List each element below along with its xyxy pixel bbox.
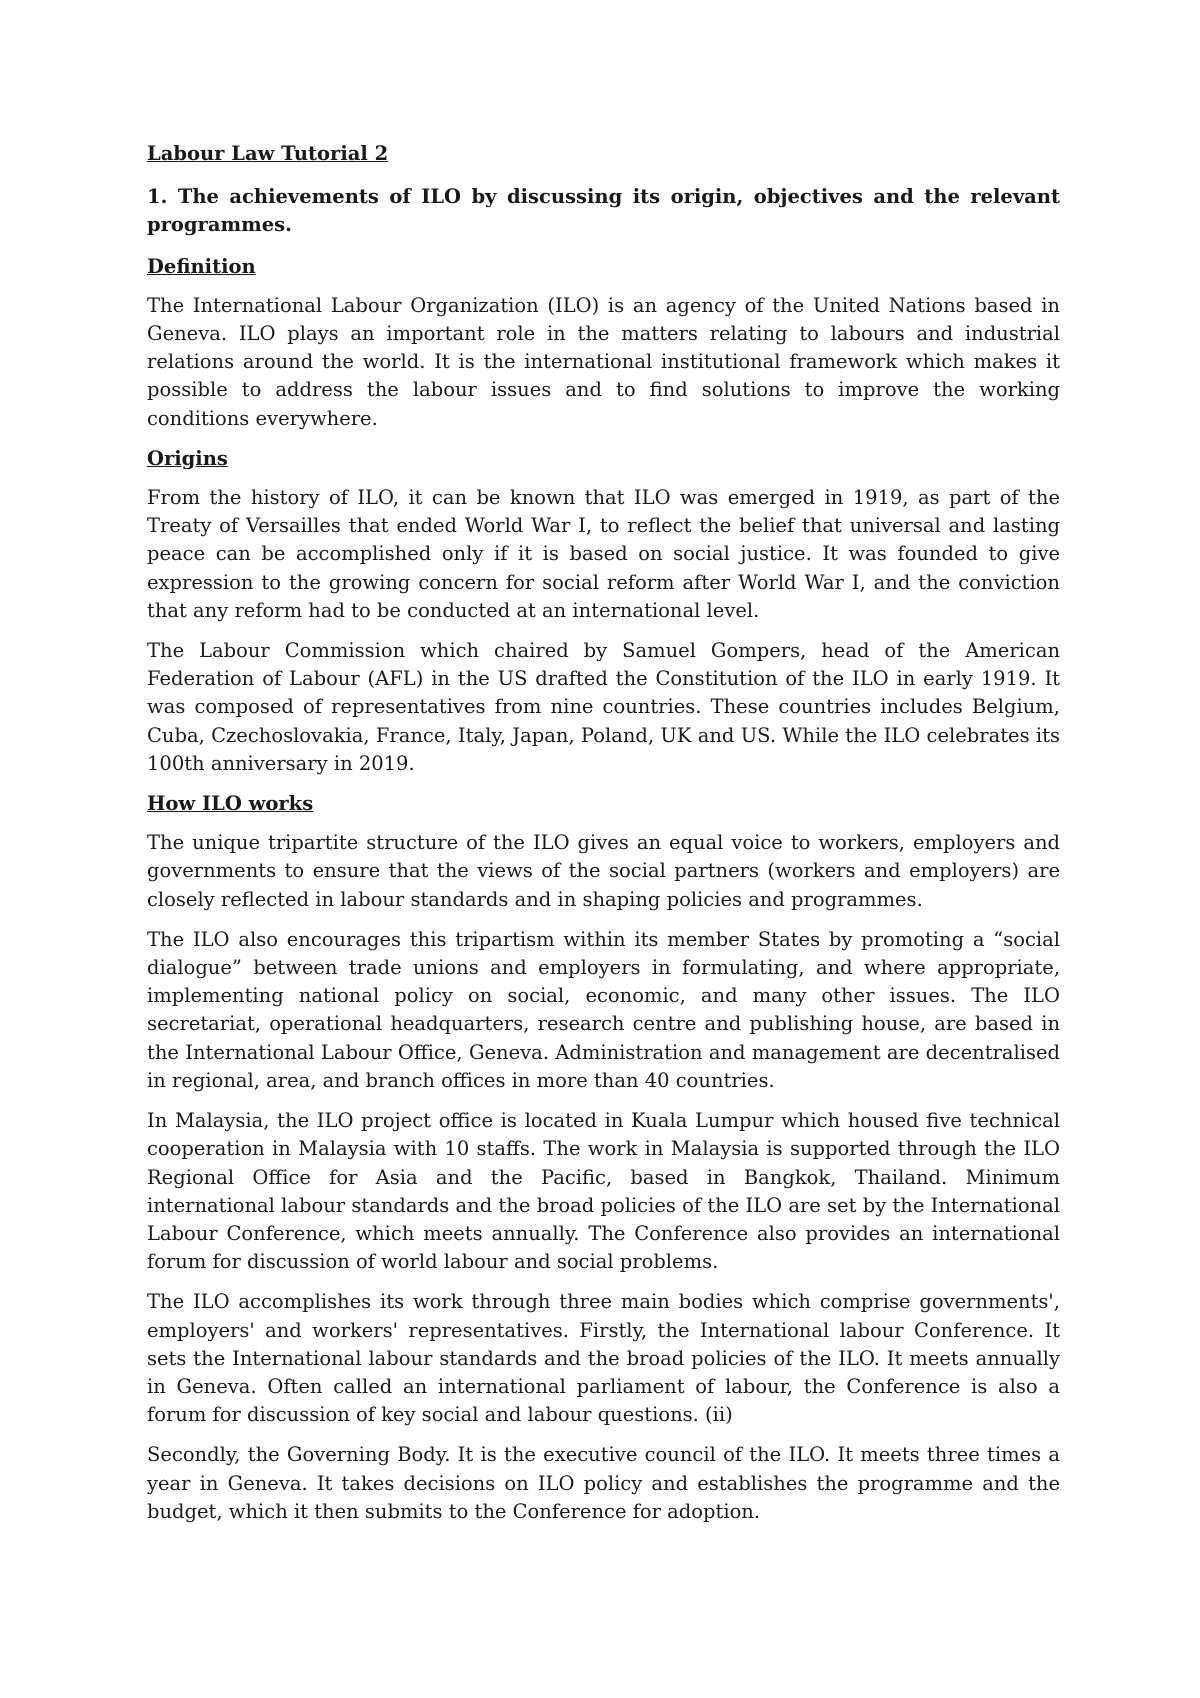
- definition-paragraph: The International Labour Organization (ILO) is an agency of the United Nations based in Geneva. ILO plays an important role in the matters relating to labours and industrial relations around the world. It is the international institutional framework which makes it possible to address the labour issues and to find solutions to improve the working conditions everywhere.: [147, 293, 1060, 430]
- section-heading-definition: Definition: [147, 254, 256, 278]
- section-heading-origins: Origins: [147, 446, 228, 470]
- question-heading: 1. The achievements of ILO by discussing its origin, objectives and the relevant programmes.: [147, 185, 1060, 237]
- how-ilo-works-paragraph-3: In Malaysia, the ILO project office is located in Kuala Lumpur which housed five technical cooperation in Malaysia with 10 staffs. The work in Malaysia is supported through the ILO Regional Office for Asia and the Pacific, based in Bangkok, Thailand. Minimum international labour standards and the broad policies of the ILO are set by the International Labour Conference, which meets annually. The Conference also provides an international forum for discussion of world labour and social problems.: [147, 1109, 1060, 1274]
- how-ilo-works-paragraph-5: Secondly, the Governing Body. It is the executive council of the ILO. It meets three times a year in Geneva. It takes decisions on ILO policy and establishes the programme and the budget, which it then submits to the Conference for adoption.: [147, 1443, 1060, 1523]
- document-title: Labour Law Tutorial 2: [147, 142, 389, 165]
- how-ilo-works-paragraph-4: The ILO accomplishes its work through three main bodies which comprise governments', employers' and workers' representatives. Firstly, the International labour Conference. It sets the International labour standards and the broad policies of the ILO. It meets annually in Geneva. Often called an international parliament of labour, the Conference is also a forum for discussion of key social and labour questions. (ii): [147, 1290, 1060, 1427]
- section-heading-how-ilo-works: How ILO works: [147, 792, 314, 816]
- document-page: [147, 140, 1060, 1538]
- how-ilo-works-paragraph-1: The unique tripartite structure of the ILO gives an equal voice to workers, employers and governments to ensure that the views of the social partners (workers and employers) are closely reflected in labour standards and in shaping policies and programmes.: [147, 831, 1060, 911]
- origins-paragraph-1: From the history of ILO, it can be known that ILO was emerged in 1919, as part of the Treaty of Versailles that ended World War I, to reflect the belief that universal and lasting peace can be accomplished only if it is based on social justice. It was founded to give expression to the growing concern for social reform after World War I, and the conviction that any reform had to be conducted at an international level.: [147, 486, 1060, 622]
- how-ilo-works-paragraph-2: The ILO also encourages this tripartism within its member States by promoting a “social dialogue” between trade unions and employers in formulating, and where appropriate, implementing national policy on social, economic, and many other issues. The ILO secretariat, operational headquarters, research centre and publishing house, are based in the International Labour Office, Geneva. Administration and management are decentralised in regional, area, and branch offices in more than 40 countries.: [147, 927, 1060, 1092]
- origins-paragraph-2: The Labour Commission which chaired by Samuel Gompers, head of the American Federation of Labour (AFL) in the US drafted the Constitution of the ILO in early 1919. It was composed of representatives from nine countries. These countries includes Belgium, Cuba, Czechoslovakia, France, Italy, Japan, Poland, UK and US. While the ILO celebrates its 100th anniversary in 2019.: [147, 639, 1060, 775]
